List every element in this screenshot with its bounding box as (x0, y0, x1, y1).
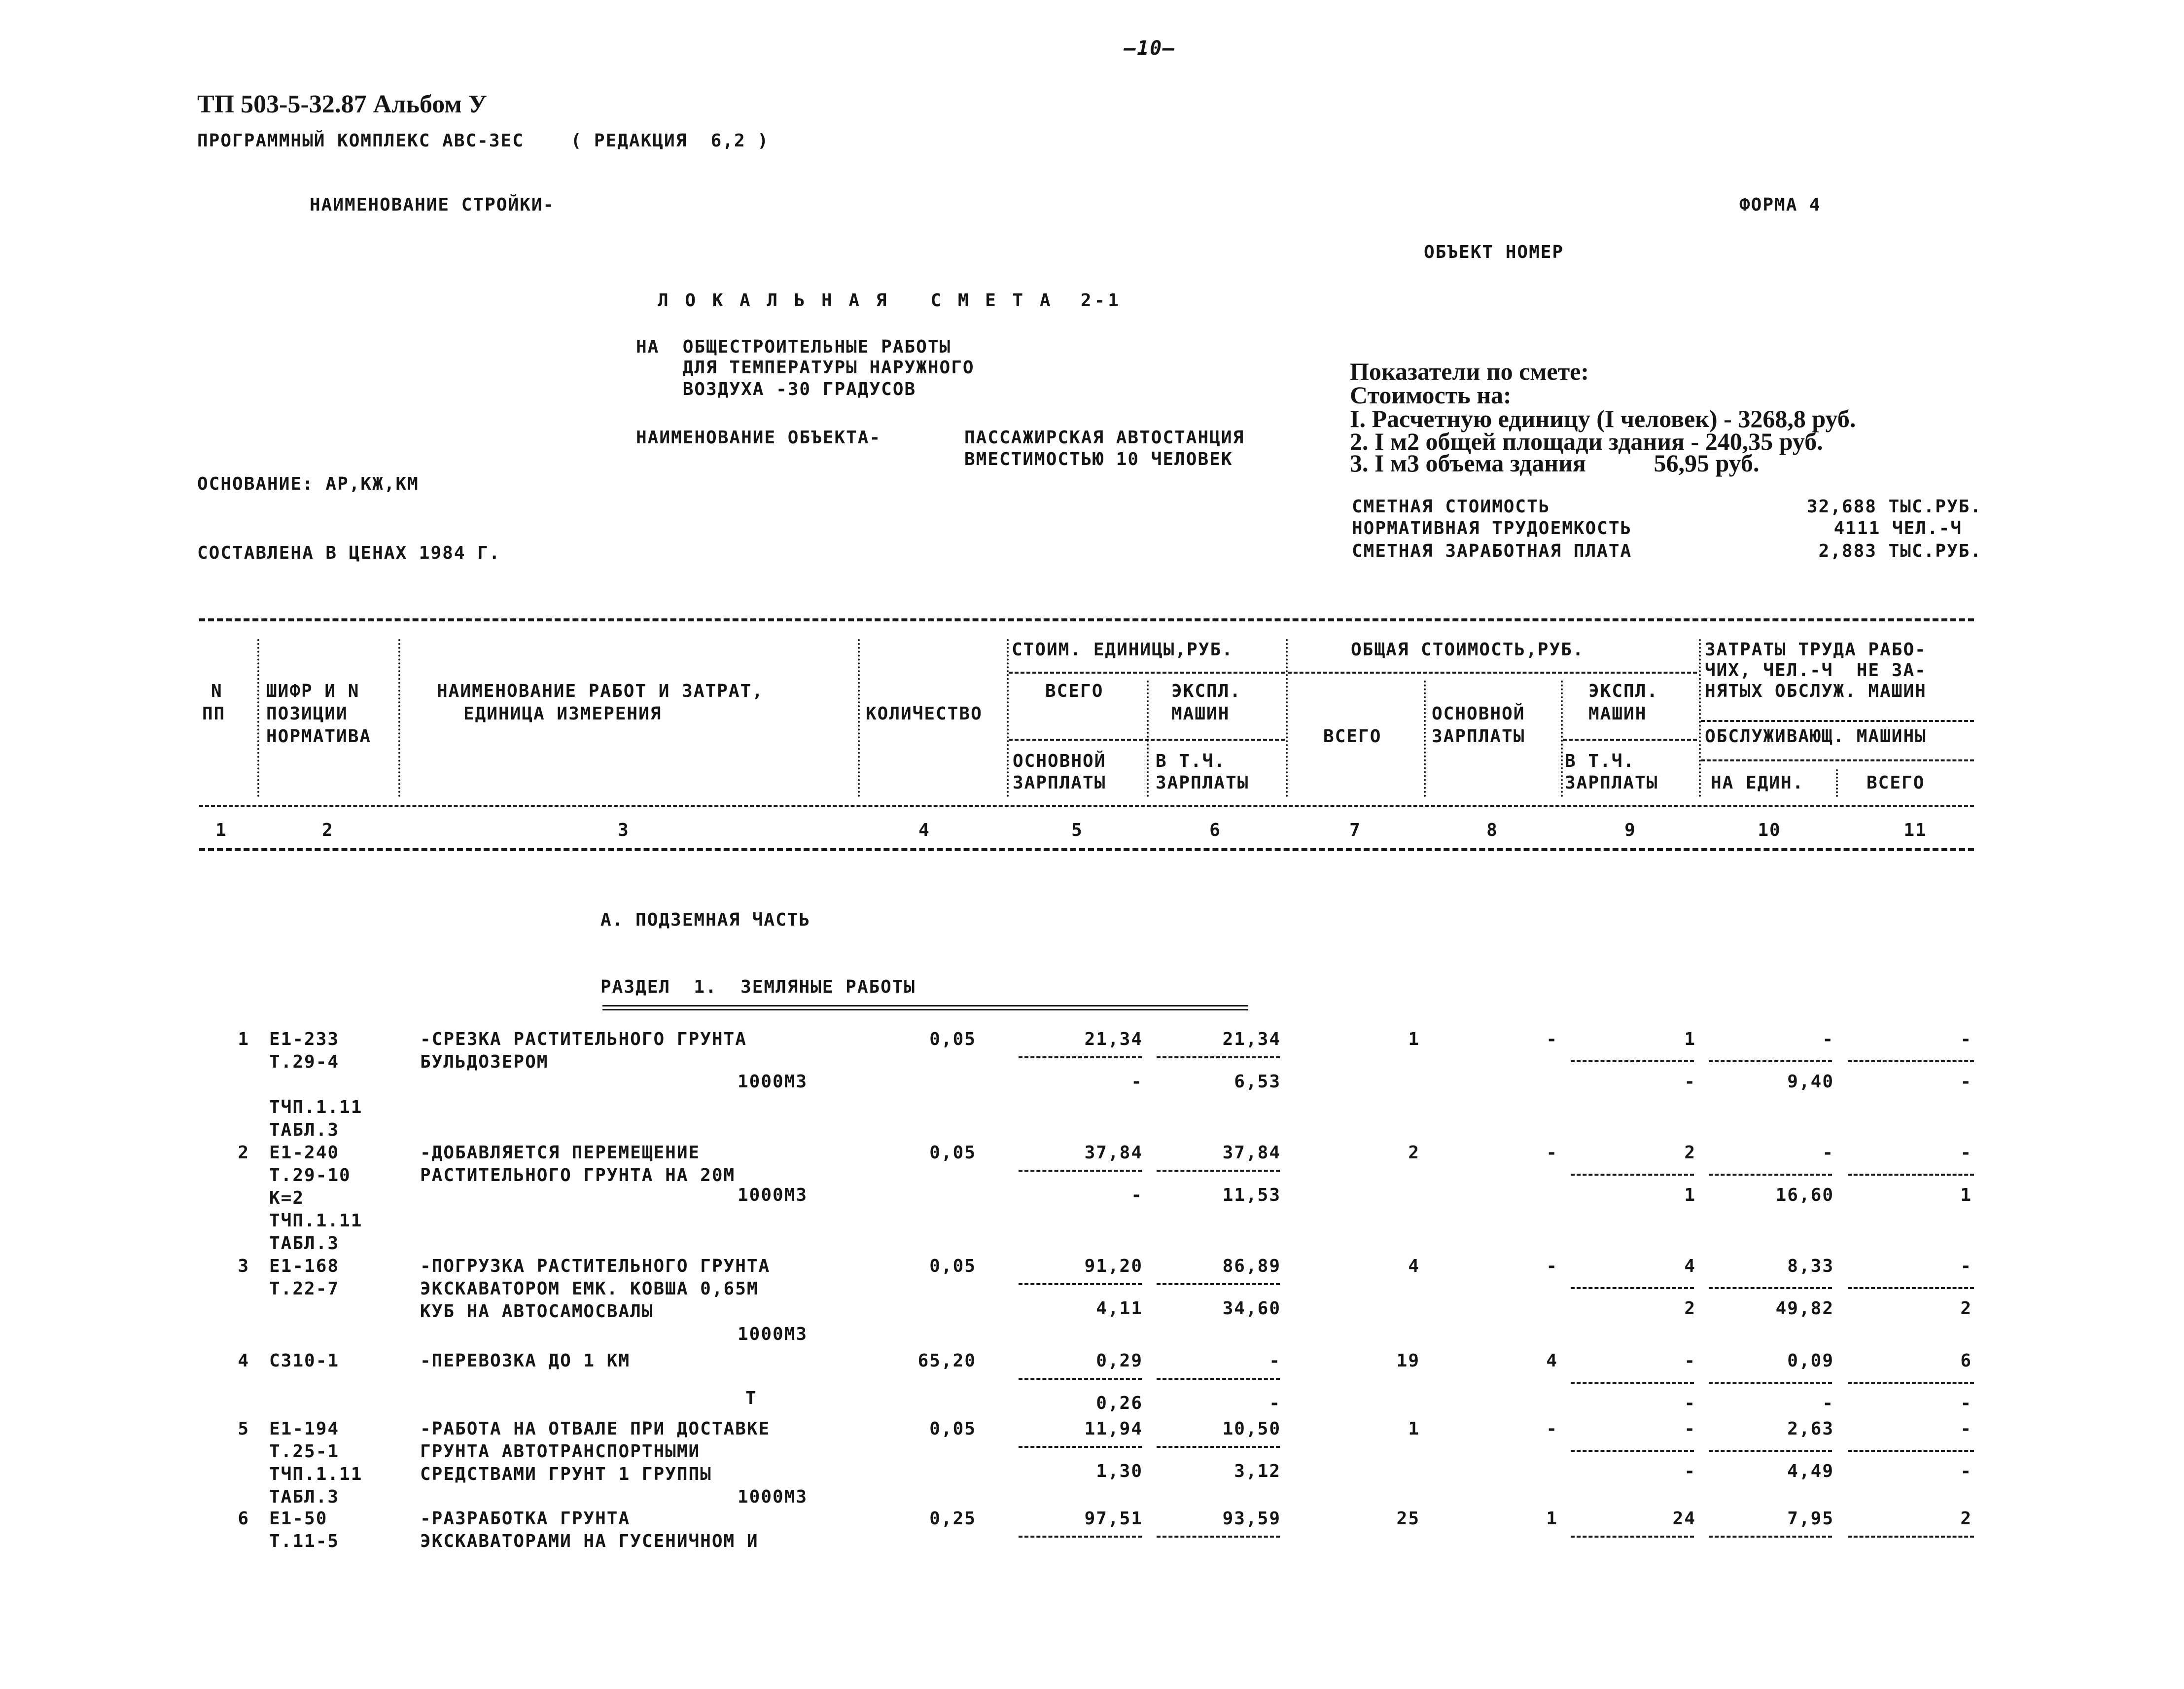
row-name-line: БУЛЬДОЗЕРОМ (420, 1052, 549, 1072)
colnum-1: 1 (215, 820, 227, 840)
row-unit: 1000М3 (738, 1487, 808, 1507)
estimate-title: Л О К А Л Ь Н А Я С М Е Т А 2-1 (658, 290, 1122, 311)
row-total-machines: 2 (1684, 1143, 1696, 1163)
row-labor-service-unit: 49,82 (1775, 1298, 1834, 1319)
row-subrule-9 (1571, 1382, 1694, 1384)
col-sep-4 (1007, 639, 1009, 797)
row-subrule-11 (1848, 1382, 1974, 1384)
row-name-line: КУБ НА АВТОСАМОСВАЛЫ (420, 1301, 654, 1322)
object-name-line-1: ПАССАЖИРСКАЯ АВТОСТАНЦИЯ (964, 428, 1245, 448)
colnum-2: 2 (322, 820, 334, 840)
row-labor-unit: - (1822, 1029, 1834, 1049)
row-code-line: Е1-50 (269, 1509, 328, 1529)
row-unit-machines-wage: 34,60 (1222, 1298, 1281, 1319)
hdr-unit-total: ВСЕГО (1045, 681, 1104, 701)
row-total-machines: - (1684, 1419, 1696, 1439)
colnum-6: 6 (1209, 820, 1221, 840)
basis-line: ОСНОВАНИЕ: АР,КЖ,КМ (197, 474, 419, 494)
row-subrule-10 (1709, 1287, 1832, 1289)
row-subrule-10 (1709, 1060, 1832, 1062)
row-subrule-10 (1709, 1382, 1832, 1384)
row-code-line: Т.29-10 (269, 1165, 351, 1186)
row-quantity: 0,05 (929, 1029, 976, 1049)
hdr-unit-wage-2: ЗАРПЛАТЫ (1013, 773, 1106, 793)
row-code-line: С310-1 (269, 1351, 340, 1371)
row-subrule-5 (1019, 1446, 1142, 1448)
row-number: 1 (238, 1029, 249, 1049)
summary-wage-value: 2,883 ТЫС.РУБ. (1818, 541, 1982, 561)
row-subrule-11 (1848, 1287, 1974, 1289)
row-unit-wage: - (1131, 1072, 1143, 1092)
hdr-name-1: НАИМЕНОВАНИЕ РАБОТ И ЗАТРАТ, (437, 681, 764, 701)
summary-wage-label: СМЕТНАЯ ЗАРАБОТНАЯ ПЛАТА (1352, 541, 1632, 561)
colnum-7: 7 (1349, 820, 1361, 840)
row-code-line: Е1-240 (269, 1143, 340, 1163)
row-total-machines: 4 (1684, 1256, 1696, 1276)
row-total-machines-wage: - (1684, 1461, 1696, 1481)
row-quantity: 0,25 (929, 1509, 976, 1529)
estimate-for-line-2: ДЛЯ ТЕМПЕРАТУРЫ НАРУЖНОГО (636, 358, 975, 378)
part-title: А. ПОДЗЕМНАЯ ЧАСТЬ (600, 910, 811, 930)
hdr-name-2: ЕДИНИЦА ИЗМЕРЕНИЯ (463, 704, 662, 724)
hdr-total-machines-2: МАШИН (1588, 704, 1647, 724)
row-labor-total: - (1960, 1419, 1972, 1439)
row-unit-cost-machines: 37,84 (1222, 1143, 1281, 1163)
row-unit-cost-total: 21,34 (1084, 1029, 1143, 1049)
row-code-line: К=2 (269, 1188, 305, 1208)
row-number: 5 (238, 1419, 249, 1439)
row-total-machines: 24 (1672, 1509, 1696, 1529)
summary-cost-label: СМЕТНАЯ СТОИМОСТЬ (1352, 497, 1550, 517)
row-total-machines: 1 (1684, 1029, 1696, 1049)
row-total-cost: 1 (1408, 1029, 1420, 1049)
row-subrule-10 (1709, 1536, 1832, 1538)
col-sep-7 (1424, 681, 1426, 797)
row-total-cost: 25 (1396, 1509, 1420, 1529)
row-labor-unit: - (1822, 1143, 1834, 1163)
row-total-cost: 4 (1408, 1256, 1420, 1276)
row-total-cost: 1 (1408, 1419, 1420, 1439)
row-name-line: СРЕДСТВАМИ ГРУНТ 1 ГРУППЫ (420, 1464, 712, 1484)
row-quantity: 0,05 (929, 1143, 976, 1163)
indicator-per-m2: 2. I м2 общей площади здания - 240,35 руб. (1350, 428, 1823, 455)
construction-label: НАИМЕНОВАНИЕ СТРОЙКИ- (310, 195, 555, 215)
hdr-labor-unit: НА ЕДИН. (1711, 773, 1804, 793)
colnum-5: 5 (1071, 820, 1083, 840)
row-name-line: РАСТИТЕЛЬНОГО ГРУНТА НА 20М (420, 1165, 736, 1186)
row-code-line: Т.29-4 (269, 1052, 340, 1072)
row-unit-wage: - (1131, 1185, 1143, 1205)
header-dash-labor-2 (1701, 759, 1974, 761)
row-name-line: -ДОБАВЛЯЕТСЯ ПЕРЕМЕЩЕНИЕ (420, 1143, 701, 1163)
row-code-line: ТЧП.1.11 (269, 1464, 363, 1484)
row-total-machines-wage: 1 (1684, 1185, 1696, 1205)
summary-labor-label: НОРМАТИВНАЯ ТРУДОЕМКОСТЬ (1352, 518, 1632, 539)
hdr-labor-3: НЯТЫХ ОБСЛУЖ. МАШИН (1705, 681, 1927, 701)
row-subrule-11 (1848, 1450, 1974, 1452)
hdr-total-wage-1: ОСНОВНОЙ (1432, 704, 1525, 724)
hdr-unit-mwage-1: В Т.Ч. (1156, 751, 1226, 771)
indicator-per-m3: 3. I м3 объема здания 56,95 руб. (1350, 449, 1760, 477)
hdr-total-mwage-2: ЗАРПЛАТЫ (1565, 773, 1658, 793)
hdr-unit-cost: СТОИМ. ЕДИНИЦЫ,РУБ. (1012, 640, 1233, 660)
summary-cost-value: 32,688 ТЫС.РУБ. (1806, 497, 1982, 517)
row-unit-wage: 1,30 (1096, 1461, 1143, 1481)
estimate-for-line-3: ВОЗДУХА -30 ГРАДУСОВ (636, 379, 916, 399)
row-code-line: Т.25-1 (269, 1441, 340, 1462)
row-labor-service-total: - (1960, 1072, 1972, 1092)
row-code-line: Е1-194 (269, 1419, 340, 1439)
row-quantity: 65,20 (917, 1351, 976, 1371)
row-name-line: -ПОГРУЗКА РАСТИТЕЛЬНОГО ГРУНТА (420, 1256, 771, 1276)
row-labor-total: 2 (1960, 1509, 1972, 1529)
row-labor-unit: 0,09 (1787, 1351, 1834, 1371)
object-name-label: НАИМЕНОВАНИЕ ОБЪЕКТА- (636, 428, 881, 448)
row-unit-cost-total: 97,51 (1084, 1509, 1143, 1529)
col-sep-1 (257, 639, 259, 797)
hdr-labor-total: ВСЕГО (1867, 773, 1925, 793)
row-name-line: ГРУНТА АВТОТРАНСПОРТНЫМИ (420, 1441, 701, 1462)
col-sep-9 (1699, 639, 1701, 797)
row-subrule-5 (1019, 1056, 1142, 1058)
section-title-underline (602, 1005, 1248, 1010)
row-labor-unit: 2,63 (1787, 1419, 1834, 1439)
row-name-line: -ПЕРЕВОЗКА ДО 1 КМ (420, 1351, 631, 1371)
row-total-wage: 1 (1546, 1509, 1558, 1529)
document-reference: ТП 503-5-32.87 Альбом У (197, 90, 487, 118)
hdr-total-wage-2: ЗАРПЛАТЫ (1432, 726, 1525, 747)
row-quantity: 0,05 (929, 1419, 976, 1439)
row-code-line: Т.11-5 (269, 1531, 340, 1551)
program-line: ПРОГРАММНЫЙ КОМПЛЕКС АВС-3ЕС ( РЕДАКЦИЯ 6,2 ) (197, 131, 770, 151)
row-labor-service-unit: 4,49 (1787, 1461, 1834, 1481)
header-dash-totalmach (1563, 739, 1697, 741)
row-total-wage: - (1546, 1029, 1558, 1049)
row-subrule-5 (1019, 1170, 1142, 1172)
colnum-10: 10 (1758, 820, 1781, 840)
row-labor-service-unit: 9,40 (1787, 1072, 1834, 1092)
row-unit-cost-total: 11,94 (1084, 1419, 1143, 1439)
row-number: 6 (238, 1509, 249, 1529)
row-unit-machines-wage: 3,12 (1234, 1461, 1281, 1481)
indicator-per-person: I. Расчетную единицу (I человек) - 3268,8 руб. (1350, 405, 1856, 432)
row-unit-machines-wage: - (1269, 1393, 1281, 1413)
hdr-unit-machines-2: МАШИН (1171, 704, 1230, 724)
header-dash-unitcost (1009, 672, 1285, 674)
row-total-wage: 4 (1546, 1351, 1558, 1371)
row-subrule-5 (1019, 1283, 1142, 1285)
hdr-labor-1: ЗАТРАТЫ ТРУДА РАБО- (1705, 640, 1927, 660)
row-total-wage: - (1546, 1419, 1558, 1439)
row-name-line: ЭКСКАВАТОРАМИ НА ГУСЕНИЧНОМ И (420, 1531, 759, 1551)
row-unit-cost-machines: 21,34 (1222, 1029, 1281, 1049)
page-number: —10— (1124, 37, 1176, 60)
row-total-machines-wage: - (1684, 1072, 1696, 1092)
row-labor-service-unit: 16,60 (1775, 1185, 1834, 1205)
row-subrule-5 (1019, 1536, 1142, 1538)
col-sep-10 (1836, 769, 1838, 797)
header-rule-bottom (199, 848, 1974, 851)
col-sep-6 (1286, 639, 1288, 797)
row-unit-wage: 4,11 (1096, 1298, 1143, 1319)
row-code-line: Т.22-7 (269, 1279, 340, 1299)
colnum-3: 3 (618, 820, 630, 840)
row-name-line: -РАБОТА НА ОТВАЛЕ ПРИ ДОСТАВКЕ (420, 1419, 771, 1439)
indicators-title: Показатели по смете: (1350, 358, 1589, 385)
row-labor-total: 6 (1960, 1351, 1972, 1371)
row-subrule-9 (1571, 1174, 1694, 1176)
row-total-machines-wage: 2 (1684, 1298, 1696, 1319)
row-labor-service-total: 1 (1960, 1185, 1972, 1205)
header-dash-totalcost (1288, 672, 1697, 674)
row-subrule-10 (1709, 1174, 1832, 1176)
row-subrule-6 (1157, 1536, 1280, 1538)
hdr-qty: КОЛИЧЕСТВО (866, 704, 983, 724)
row-labor-service-unit: - (1822, 1393, 1834, 1413)
row-subrule-9 (1571, 1536, 1694, 1538)
row-labor-total: - (1960, 1143, 1972, 1163)
row-unit-wage: 0,26 (1096, 1393, 1143, 1413)
hdr-n-1: N (211, 681, 223, 701)
row-unit-cost-machines: - (1269, 1351, 1281, 1371)
row-total-wage: - (1546, 1256, 1558, 1276)
colnum-4: 4 (918, 820, 930, 840)
row-total-wage: - (1546, 1143, 1558, 1163)
row-unit-machines-wage: 11,53 (1222, 1185, 1281, 1205)
form-label: ФОРМА 4 (1739, 195, 1821, 215)
row-unit: 1000М3 (738, 1185, 808, 1205)
row-subrule-6 (1157, 1283, 1280, 1285)
hdr-n-2: ПП (202, 704, 226, 724)
hdr-total-machines-1: ЭКСПЛ. (1588, 681, 1659, 701)
hdr-unit-machines-1: ЭКСПЛ. (1171, 681, 1242, 701)
row-subrule-11 (1848, 1060, 1974, 1062)
row-total-cost: 19 (1396, 1351, 1420, 1371)
hdr-total-mwage-1: В Т.Ч. (1565, 751, 1635, 771)
row-code-line: Е1-168 (269, 1256, 340, 1276)
row-subrule-6 (1157, 1378, 1280, 1380)
hdr-total-all: ВСЕГО (1323, 726, 1382, 747)
row-labor-service-total: - (1960, 1461, 1972, 1481)
row-labor-service-total: - (1960, 1393, 1972, 1413)
header-dash-unitcost-2 (1009, 739, 1285, 741)
row-code-line: ТАБЛ.3 (269, 1487, 340, 1507)
row-number: 2 (238, 1143, 249, 1163)
row-code-line: ТАБЛ.3 (269, 1120, 340, 1140)
row-subrule-6 (1157, 1446, 1280, 1448)
col-sep-2 (398, 639, 400, 797)
row-subrule-9 (1571, 1450, 1694, 1452)
row-subrule-10 (1709, 1450, 1832, 1452)
row-code-line: ТЧП.1.11 (269, 1211, 363, 1231)
row-unit: 1000М3 (738, 1072, 808, 1092)
hdr-labor-service: ОБСЛУЖИВАЮЩ. МАШИНЫ (1705, 726, 1927, 747)
row-name-line: ЭКСКАВАТОРОМ ЕМК. КОВША 0,65М (420, 1279, 759, 1299)
hdr-code-1: ШИФР И N (266, 681, 360, 701)
colnum-8: 8 (1486, 820, 1498, 840)
indicators-subtitle: Стоимость на: (1350, 381, 1512, 409)
row-total-cost: 2 (1408, 1143, 1420, 1163)
row-quantity: 0,05 (929, 1256, 976, 1276)
hdr-unit-wage-1: ОСНОВНОЙ (1013, 751, 1106, 771)
header-rule-mid (199, 805, 1974, 807)
object-number-label: ОБЪЕКТ НОМЕР (1424, 242, 1564, 262)
estimate-for-line-1: НА ОБЩЕСТРОИТЕЛЬНЫЕ РАБОТЫ (636, 337, 951, 357)
hdr-code-3: НОРМАТИВА (266, 726, 372, 747)
section-title: РАЗДЕЛ 1. ЗЕМЛЯНЫЕ РАБОТЫ (600, 977, 916, 997)
object-name-line-2: ВМЕСТИМОСТЬЮ 10 ЧЕЛОВЕК (964, 449, 1233, 469)
col-sep-3 (858, 639, 860, 797)
row-subrule-5 (1019, 1378, 1142, 1380)
hdr-code-2: ПОЗИЦИИ (266, 704, 348, 724)
row-code-line: ТЧП.1.11 (269, 1097, 363, 1117)
row-code-line: ТАБЛ.3 (269, 1233, 340, 1254)
row-name-line: -СРЕЗКА РАСТИТЕЛЬНОГО ГРУНТА (420, 1029, 747, 1049)
row-name-line: -РАЗРАБОТКА ГРУНТА (420, 1509, 631, 1529)
row-code-line: Е1-233 (269, 1029, 340, 1049)
row-labor-unit: 8,33 (1787, 1256, 1834, 1276)
row-subrule-11 (1848, 1174, 1974, 1176)
row-unit-machines-wage: 6,53 (1234, 1072, 1281, 1092)
header-dash-labor-1 (1701, 720, 1974, 722)
row-unit-cost-machines: 10,50 (1222, 1419, 1281, 1439)
row-unit-cost-total: 37,84 (1084, 1143, 1143, 1163)
hdr-labor-2: ЧИХ, ЧЕЛ.-Ч НЕ ЗА- (1705, 660, 1927, 681)
row-subrule-6 (1157, 1170, 1280, 1172)
row-labor-service-total: 2 (1960, 1298, 1972, 1319)
row-subrule-9 (1571, 1060, 1694, 1062)
row-subrule-9 (1571, 1287, 1694, 1289)
row-labor-unit: 7,95 (1787, 1509, 1834, 1529)
row-unit-cost-total: 0,29 (1096, 1351, 1143, 1371)
colnum-11: 11 (1903, 820, 1927, 840)
colnum-9: 9 (1624, 820, 1636, 840)
hdr-total-cost: ОБЩАЯ СТОИМОСТЬ,РУБ. (1351, 640, 1585, 660)
row-number: 3 (238, 1256, 249, 1276)
header-rule-top (199, 618, 1974, 621)
row-number: 4 (238, 1351, 249, 1371)
row-unit-cost-total: 91,20 (1084, 1256, 1143, 1276)
row-labor-total: - (1960, 1256, 1972, 1276)
summary-labor-value: 4111 ЧЕЛ.-Ч (1833, 518, 1962, 539)
row-unit-cost-machines: 86,89 (1222, 1256, 1281, 1276)
row-subrule-6 (1157, 1056, 1280, 1058)
row-unit: Т (745, 1388, 757, 1408)
row-total-machines-wage: - (1684, 1393, 1696, 1413)
row-labor-total: - (1960, 1029, 1972, 1049)
hdr-unit-mwage-2: ЗАРПЛАТЫ (1156, 773, 1249, 793)
prices-year-line: СОСТАВЛЕНА В ЦЕНАХ 1984 Г. (197, 543, 501, 563)
row-subrule-11 (1848, 1536, 1974, 1538)
row-unit-cost-machines: 93,59 (1222, 1509, 1281, 1529)
row-total-machines: - (1684, 1351, 1696, 1371)
row-unit: 1000М3 (738, 1324, 808, 1344)
